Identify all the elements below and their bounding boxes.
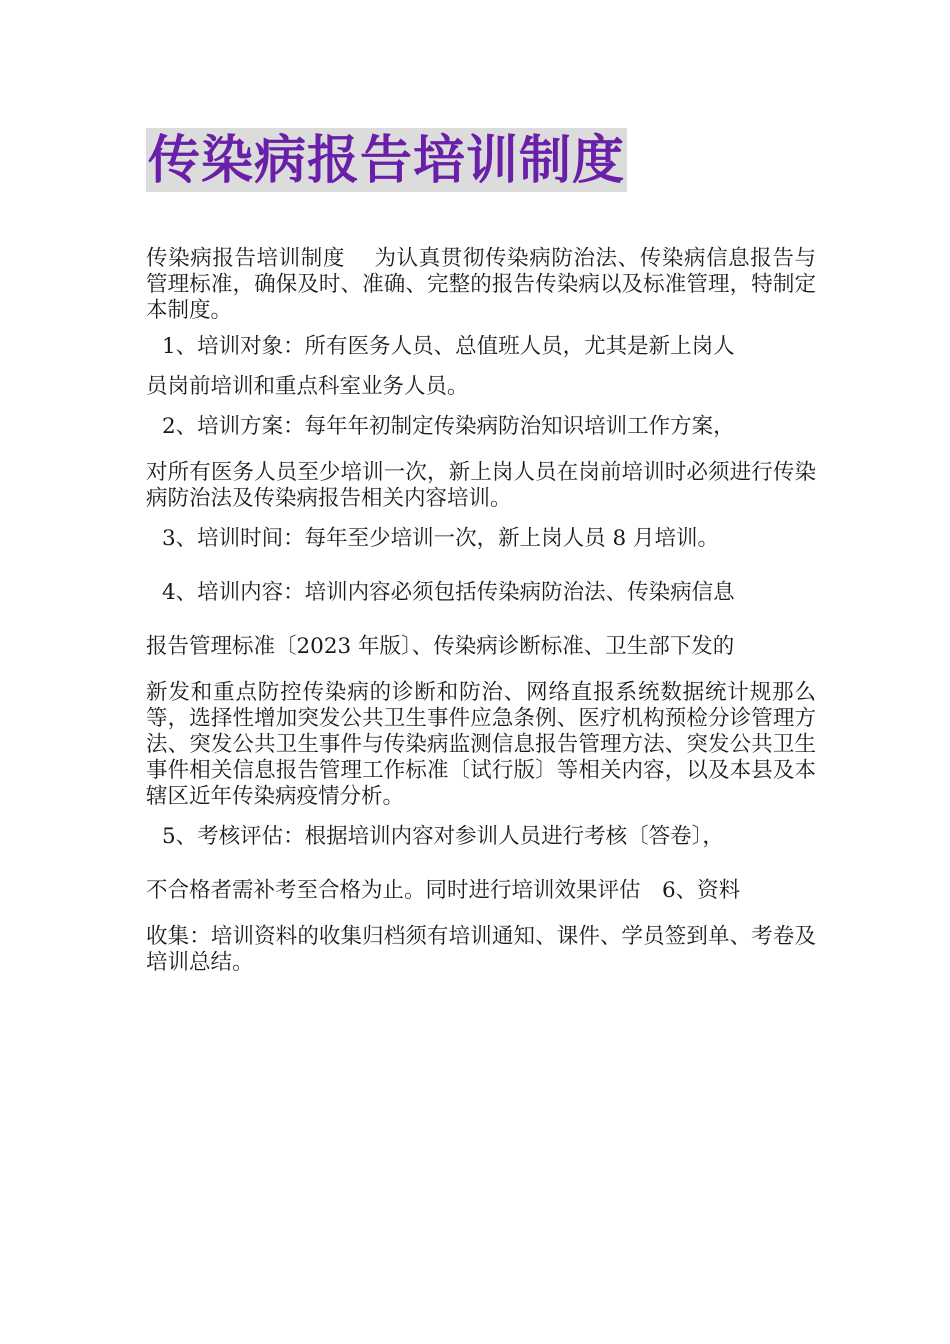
- item-3-paragraph: 3、培训时间：每年至少培训一次，新上岗人员 8 月培训。: [162, 526, 720, 551]
- item-5-paragraph: 5、考核评估：根据培训内容对参训人员进行考核〔答卷〕，: [162, 824, 724, 849]
- item-2-paragraph: 2、培训方案：每年年初制定传染病防治知识培训工作方案，: [162, 414, 735, 439]
- document-title: 传染病报告培训制度: [146, 128, 627, 192]
- intro-paragraph: 传染病报告培训制度 为认真贯彻传染病防治法、传染病信息报告与管理标准，确保及时、准确、完整的报告传染病以及标准管理，特制定本制度。: [146, 246, 816, 323]
- item-4-continuation-2: 新发和重点防控传染病的诊断和防治、网络直报系统数据统计规那么等，选择性增加突发公共卫生事件应急条例、医疗机构预检分诊管理方法、突发公共卫生事件与传染病监测信息报告管理方法、突发公共卫生事件相关信息报告管理工作标准〔试行版〕等相关内容，以及本县及本辖区近年传染病疫情分析。: [146, 680, 816, 809]
- document-body: [146, 246, 816, 976]
- item-5-continuation: 不合格者需补考至合格为止。同时进行培训效果评估 6、资料: [146, 878, 741, 903]
- item-6-paragraph: 收集：培训资料的收集归档须有培训通知、课件、学员签到单、考卷及培训总结。: [146, 924, 816, 975]
- item-2-continuation: 对所有医务人员至少培训一次，新上岗人员在岗前培训时必须进行传染病防治法及传染病报告相关内容培训。: [146, 460, 816, 511]
- item-1-continuation: 员岗前培训和重点科室业务人员。: [146, 374, 469, 399]
- item-4-continuation-1: 报告管理标准〔2023 年版〕、传染病诊断标准、卫生部下发的: [146, 634, 735, 659]
- item-4-paragraph: 4、培训内容：培训内容必须包括传染病防治法、传染病信息: [162, 580, 735, 605]
- item-1-paragraph: 1、培训对象：所有医务人员、总值班人员，尤其是新上岗人: [162, 334, 735, 359]
